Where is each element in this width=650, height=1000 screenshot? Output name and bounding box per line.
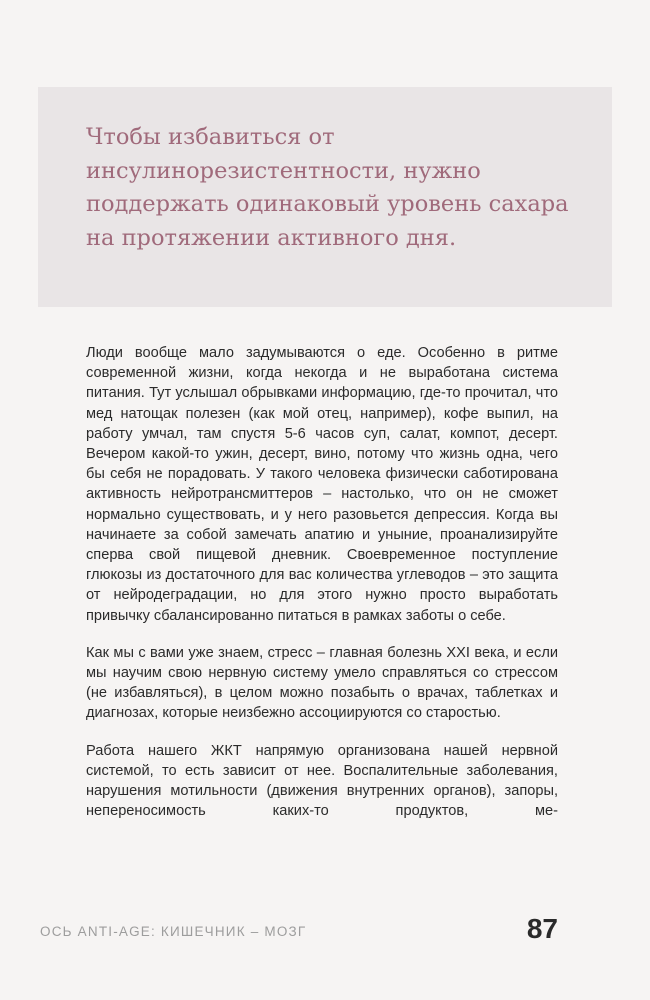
body-text (86, 343, 558, 838)
page-number: 87 (526, 913, 558, 944)
running-title: ОСЬ ANTI-AGE: КИШЕЧНИК – МОЗГ (40, 924, 307, 939)
paragraph-2: Как мы с вами уже знаем, стресс – главная болезнь XXI века, и если мы научим свою нервную систему умело справляться со стрессом (не избавляться), в целом можно позабыть о врачах, таблетках и диагнозах, которые неизбежно ассоциируются со старостью. (86, 644, 558, 722)
paragraph-1: Люди вообще мало задумываются о еде. Особенно в ритме современной жизни, когда некогда и не выработана система питания. Тут услышал обрывками информацию, где-то прочитал, что мед натощак полезен (как мой отец, например), кофе выпил, на работу умчал, там спустя 5-6 часов суп, салат, компот, десерт. Вечером какой-то ужин, десерт, вино, потому что жизнь одна, чего бы себя не порадовать. У такого человека физически саботирована активность нейротрансмиттеров – настолько, что он не сможет нормально существовать, и у него разовьется депрессия. Когда вы начинаете за собой замечать апатию и уныние, проанализируйте сперва свой пищевой дневник. Своевременное поступление глюкозы из достаточного для вас количества углеводов – это защита от нейродеградации, но для этого нужно просто выработать привычку сбалансированно питаться в рамках заботы о себе. (86, 345, 558, 624)
pull-quote-text: Чтобы избавиться от инсулинорезистентности, нужно поддержать одинаковый уровень сахара на протяжении активного дня. (86, 124, 569, 251)
paragraph-3: Работа нашего ЖКТ напрямую организована нашей нервной системой, то есть зависит от нее. Воспалительные заболевания, нарушения мотильности (движения внутренних органов), запоры, непереносимость каких-то продуктов, ме- (86, 742, 558, 820)
